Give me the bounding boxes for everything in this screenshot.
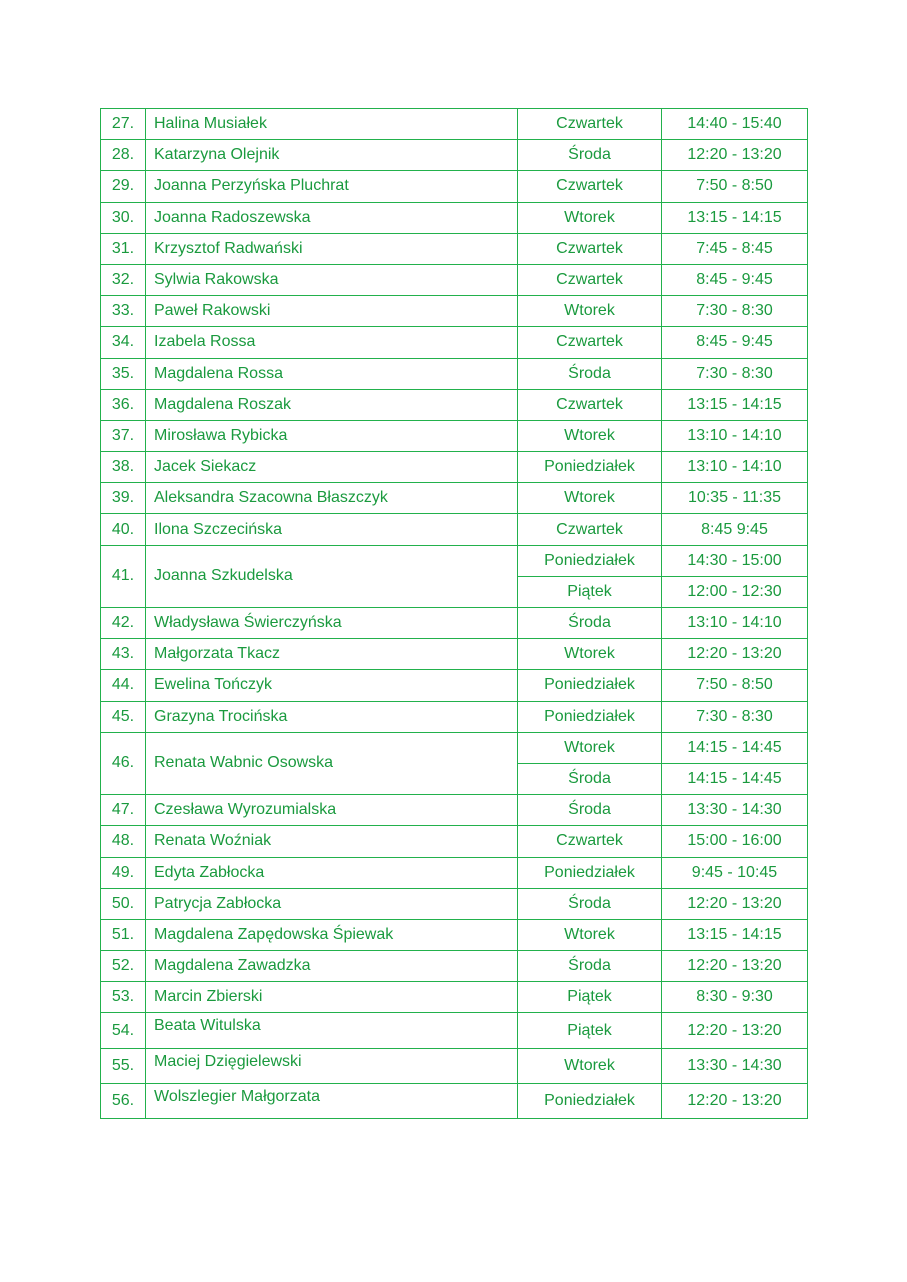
person-name: Ilona Szczecińska (146, 514, 518, 545)
table-row (101, 358, 808, 389)
table-row (101, 1083, 808, 1118)
time-range-cell: 8:45 9:45 (662, 514, 808, 545)
weekday-cell: Środa (518, 951, 662, 982)
weekday-cell: Poniedziałek (518, 857, 662, 888)
person-name: Aleksandra Szacowna Błaszczyk (146, 483, 518, 514)
weekday-cell: Czwartek (518, 327, 662, 358)
person-name: Małgorzata Tkacz (146, 639, 518, 670)
time-range-cell: 13:30 - 14:30 (662, 1048, 808, 1083)
time-range-cell: 7:30 - 8:30 (662, 358, 808, 389)
person-name: Wolszlegier Małgorzata (146, 1083, 518, 1118)
row-number: 37. (101, 420, 146, 451)
weekday-cell: Czwartek (518, 233, 662, 264)
table-row (101, 670, 808, 701)
table-row (101, 701, 808, 732)
time-range-cell: 13:15 - 14:15 (662, 389, 808, 420)
row-number: 30. (101, 202, 146, 233)
row-number: 56. (101, 1083, 146, 1118)
table-row (101, 545, 808, 576)
table-row (101, 452, 808, 483)
weekday-cell: Wtorek (518, 919, 662, 950)
weekday-cell: Wtorek (518, 732, 662, 763)
weekday-cell: Poniedziałek (518, 670, 662, 701)
person-name: Krzysztof Radwański (146, 233, 518, 264)
table-row (101, 608, 808, 639)
time-range-cell: 12:20 - 13:20 (662, 1013, 808, 1048)
person-name: Władysława Świerczyńska (146, 608, 518, 639)
row-number: 43. (101, 639, 146, 670)
row-number: 54. (101, 1013, 146, 1048)
table-row (101, 919, 808, 950)
person-name: Magdalena Rossa (146, 358, 518, 389)
weekday-cell: Środa (518, 140, 662, 171)
person-name: Paweł Rakowski (146, 296, 518, 327)
weekday-cell: Wtorek (518, 1048, 662, 1083)
row-number: 47. (101, 795, 146, 826)
time-range-cell: 14:40 - 15:40 (662, 109, 808, 140)
person-name: Edyta Zabłocka (146, 857, 518, 888)
person-name: Renata Wabnic Osowska (146, 732, 518, 794)
table-row (101, 140, 808, 171)
row-number: 50. (101, 888, 146, 919)
time-range-cell: 8:45 - 9:45 (662, 264, 808, 295)
weekday-cell: Wtorek (518, 420, 662, 451)
time-range-cell: 14:15 - 14:45 (662, 732, 808, 763)
row-number: 49. (101, 857, 146, 888)
row-number: 48. (101, 826, 146, 857)
time-range-cell: 12:20 - 13:20 (662, 639, 808, 670)
table-row (101, 1013, 808, 1048)
time-range-cell: 7:30 - 8:30 (662, 701, 808, 732)
weekday-cell: Czwartek (518, 264, 662, 295)
person-name: Katarzyna Olejnik (146, 140, 518, 171)
row-number: 32. (101, 264, 146, 295)
table-row (101, 109, 808, 140)
weekday-cell: Środa (518, 888, 662, 919)
person-name: Izabela Rossa (146, 327, 518, 358)
table-row (101, 264, 808, 295)
time-range-cell: 15:00 - 16:00 (662, 826, 808, 857)
table-row (101, 171, 808, 202)
row-number: 45. (101, 701, 146, 732)
table-row (101, 202, 808, 233)
row-number: 52. (101, 951, 146, 982)
time-range-cell: 13:10 - 14:10 (662, 452, 808, 483)
row-number: 41. (101, 545, 146, 607)
table-row (101, 857, 808, 888)
weekday-cell: Piątek (518, 576, 662, 607)
weekday-cell: Czwartek (518, 826, 662, 857)
time-range-cell: 8:30 - 9:30 (662, 982, 808, 1013)
table-row (101, 982, 808, 1013)
person-name: Halina Musiałek (146, 109, 518, 140)
person-name: Joanna Perzyńska Pluchrat (146, 171, 518, 202)
person-name: Magdalena Zapędowska Śpiewak (146, 919, 518, 950)
row-number: 27. (101, 109, 146, 140)
person-name: Marcin Zbierski (146, 982, 518, 1013)
weekday-cell: Środa (518, 608, 662, 639)
person-name: Patrycja Zabłocka (146, 888, 518, 919)
person-name: Joanna Szkudelska (146, 545, 518, 607)
time-range-cell: 7:50 - 8:50 (662, 171, 808, 202)
table-row (101, 296, 808, 327)
time-range-cell: 12:20 - 13:20 (662, 1083, 808, 1118)
row-number: 29. (101, 171, 146, 202)
table-row (101, 1048, 808, 1083)
time-range-cell: 13:15 - 14:15 (662, 202, 808, 233)
table-row (101, 483, 808, 514)
time-range-cell: 7:50 - 8:50 (662, 670, 808, 701)
time-range-cell: 7:30 - 8:30 (662, 296, 808, 327)
person-name: Magdalena Zawadzka (146, 951, 518, 982)
person-name: Joanna Radoszewska (146, 202, 518, 233)
row-number: 33. (101, 296, 146, 327)
table-row (101, 389, 808, 420)
table-row (101, 732, 808, 763)
person-name: Beata Witulska (146, 1013, 518, 1048)
person-name: Magdalena Roszak (146, 389, 518, 420)
time-range-cell: 12:20 - 13:20 (662, 140, 808, 171)
table-row (101, 327, 808, 358)
time-range-cell: 12:00 - 12:30 (662, 576, 808, 607)
time-range-cell: 13:10 - 14:10 (662, 420, 808, 451)
person-name: Renata Woźniak (146, 826, 518, 857)
row-number: 46. (101, 732, 146, 794)
weekday-cell: Środa (518, 358, 662, 389)
weekday-cell: Poniedziałek (518, 701, 662, 732)
weekday-cell: Wtorek (518, 639, 662, 670)
weekday-cell: Piątek (518, 1013, 662, 1048)
weekday-cell: Środa (518, 763, 662, 794)
row-number: 31. (101, 233, 146, 264)
time-range-cell: 14:30 - 15:00 (662, 545, 808, 576)
table-row (101, 233, 808, 264)
row-number: 28. (101, 140, 146, 171)
table-row (101, 888, 808, 919)
row-number: 36. (101, 389, 146, 420)
time-range-cell: 13:10 - 14:10 (662, 608, 808, 639)
time-range-cell: 12:20 - 13:20 (662, 888, 808, 919)
person-name: Sylwia Rakowska (146, 264, 518, 295)
row-number: 38. (101, 452, 146, 483)
weekday-cell: Środa (518, 795, 662, 826)
person-name: Ewelina Tończyk (146, 670, 518, 701)
table-row (101, 514, 808, 545)
table-row (101, 639, 808, 670)
row-number: 35. (101, 358, 146, 389)
schedule-table (100, 108, 808, 1119)
weekday-cell: Wtorek (518, 202, 662, 233)
time-range-cell: 7:45 - 8:45 (662, 233, 808, 264)
row-number: 40. (101, 514, 146, 545)
time-range-cell: 8:45 - 9:45 (662, 327, 808, 358)
weekday-cell: Czwartek (518, 389, 662, 420)
time-range-cell: 14:15 - 14:45 (662, 763, 808, 794)
weekday-cell: Czwartek (518, 171, 662, 202)
weekday-cell: Czwartek (518, 109, 662, 140)
time-range-cell: 12:20 - 13:20 (662, 951, 808, 982)
weekday-cell: Piątek (518, 982, 662, 1013)
person-name: Jacek Siekacz (146, 452, 518, 483)
person-name: Mirosława Rybicka (146, 420, 518, 451)
schedule-table-body (101, 109, 808, 1119)
person-name: Grazyna Trocińska (146, 701, 518, 732)
row-number: 55. (101, 1048, 146, 1083)
row-number: 34. (101, 327, 146, 358)
time-range-cell: 13:30 - 14:30 (662, 795, 808, 826)
weekday-cell: Czwartek (518, 514, 662, 545)
weekday-cell: Poniedziałek (518, 452, 662, 483)
table-row (101, 951, 808, 982)
time-range-cell: 13:15 - 14:15 (662, 919, 808, 950)
table-row (101, 795, 808, 826)
row-number: 51. (101, 919, 146, 950)
person-name: Maciej Dzięgielewski (146, 1048, 518, 1083)
row-number: 39. (101, 483, 146, 514)
time-range-cell: 9:45 - 10:45 (662, 857, 808, 888)
row-number: 42. (101, 608, 146, 639)
weekday-cell: Wtorek (518, 483, 662, 514)
person-name: Czesława Wyrozumialska (146, 795, 518, 826)
weekday-cell: Poniedziałek (518, 1083, 662, 1118)
time-range-cell: 10:35 - 11:35 (662, 483, 808, 514)
weekday-cell: Poniedziałek (518, 545, 662, 576)
table-row (101, 826, 808, 857)
row-number: 44. (101, 670, 146, 701)
table-row (101, 420, 808, 451)
weekday-cell: Wtorek (518, 296, 662, 327)
row-number: 53. (101, 982, 146, 1013)
